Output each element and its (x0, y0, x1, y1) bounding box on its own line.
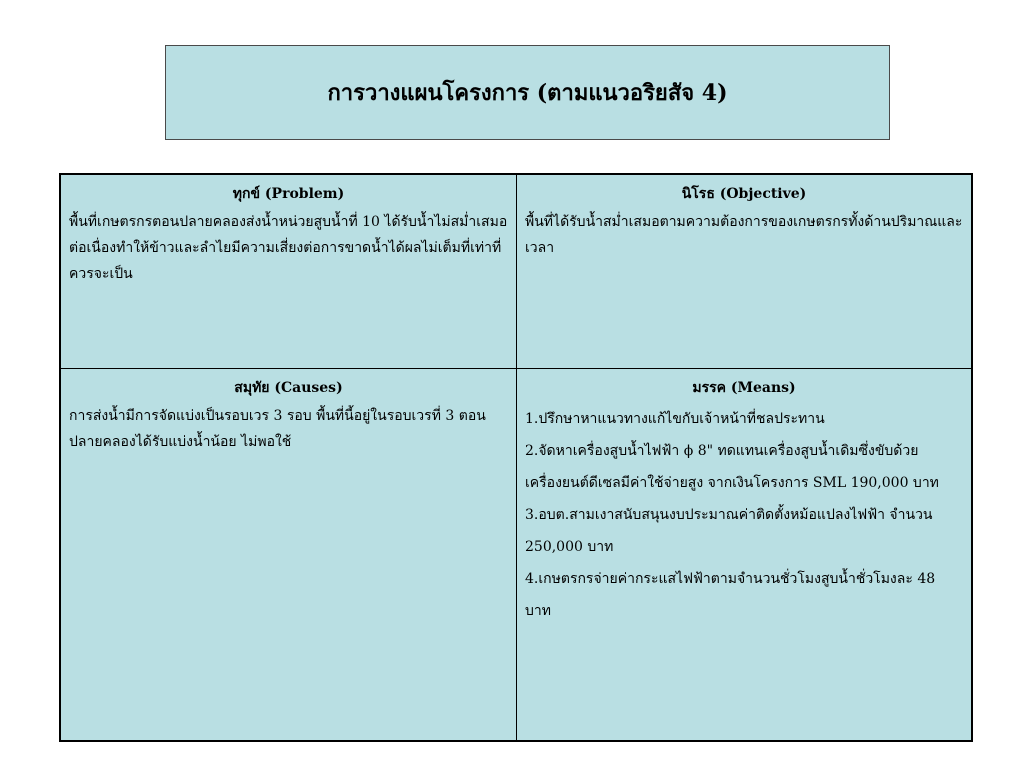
problem-heading: ทุกข์ (Problem) (232, 186, 345, 202)
causes-body: การส่งน้ำมีการจัดแบ่งเป็นรอบเวร 3 รอบ พื้นที่นี้อยู่ในรอบเวรที่ 3 ตอนปลายคลองได้รับแบ่งน้ำน้อย ไม่พอใช้ (69, 408, 486, 450)
page-title: การวางแผนโครงการ (ตามแนวอริยสัจ 4) (327, 80, 728, 106)
causes-heading: สมุทัย (Causes) (234, 380, 343, 396)
means-item: 4.เกษตรกรจ่ายค่ากระแสไฟฟ้าตามจำนวนชั่วโมงสูบน้ำชั่วโมงละ 48 บาท (525, 571, 936, 619)
means-item: 3.อบต.สามเงาสนับสนุนงบประมาณค่าติดตั้งหม้อแปลงไฟฟ้า จำนวน 250,000 บาท (525, 507, 933, 555)
means-cell (517, 369, 971, 740)
problem-body: พื้นที่เกษตรกรตอนปลายคลองส่งน้ำหน่วยสูบน้ำที่ 10 ได้รับน้ำไม่สม่ำเสมอต่อเนื่องทำให้ข้าวและลำไยมีความเสี่ยงต่อการขาดน้ำได้ผลไม่เต็มที่เท่าที่ควรจะเป็น (69, 214, 508, 282)
means-item: 1.ปรึกษาหาแนวทางแก้ไขกับเจ้าหน้าที่ชลประทาน (525, 411, 825, 427)
problem-cell (61, 175, 517, 369)
title-box (165, 45, 890, 140)
four-noble-truths-table (59, 173, 973, 742)
means-heading: มรรค (Means) (692, 380, 796, 396)
objective-heading: นิโรธ (Objective) (681, 186, 807, 202)
objective-body: พื้นที่ได้รับน้ำสม่ำเสมอตามความต้องการของเกษตรกรทั้งด้านปริมาณและเวลา (525, 214, 963, 256)
objective-cell (517, 175, 971, 369)
means-list (525, 403, 963, 627)
causes-cell (61, 369, 517, 740)
means-item: 2.จัดหาเครื่องสูบน้ำไฟฟ้า ϕ 8" ทดแทนเครื่องสูบน้ำเดิมซึ่งขับด้วยเครื่องยนต์ดีเซลมีค่าใช้จ่ายสูง จากเงินโครงการ SML 190,000 บาท (525, 443, 939, 491)
